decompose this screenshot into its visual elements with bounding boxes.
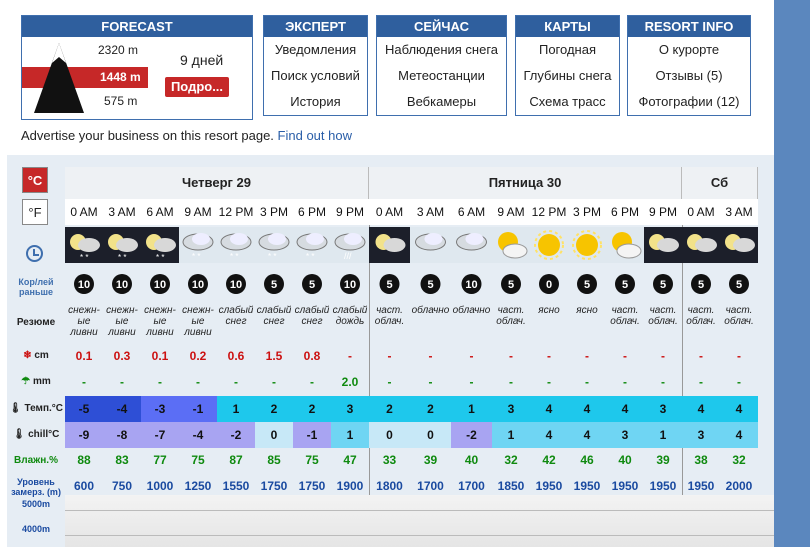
snow-cloud-icon bbox=[217, 227, 255, 263]
freezing-cell: 2000 bbox=[725, 479, 753, 493]
nav-box bbox=[376, 15, 507, 116]
freezing-cell: 1950 bbox=[611, 479, 639, 493]
freezing-cell: 1750 bbox=[260, 479, 288, 493]
temp-cell: 4 bbox=[720, 396, 758, 422]
nav-box bbox=[627, 15, 751, 116]
time-cell: 3 AM bbox=[725, 205, 753, 219]
summary-cell: ясно bbox=[538, 305, 560, 316]
humidity-cell: 39 bbox=[423, 453, 438, 467]
svg-text:10: 10 bbox=[77, 279, 91, 291]
freezing-cell: 1950 bbox=[535, 479, 563, 493]
elevation-chart bbox=[65, 495, 774, 547]
snow-cloud-icon bbox=[255, 227, 293, 263]
temp-cell: 4 bbox=[568, 396, 606, 422]
svg-text:10: 10 bbox=[153, 279, 167, 291]
time-cell: 9 PM bbox=[335, 205, 364, 219]
summary-cell: част. облач. bbox=[610, 305, 640, 327]
right-sidebar-bar bbox=[774, 0, 810, 547]
svg-text:5: 5 bbox=[583, 279, 591, 291]
freezing-cell: 1950 bbox=[573, 479, 601, 493]
time-cell: 3 PM bbox=[259, 205, 288, 219]
snow-cell: - bbox=[699, 349, 703, 363]
night-snow-icon bbox=[103, 227, 141, 263]
celsius-toggle[interactable]: °C bbox=[22, 167, 48, 193]
nav-menu-item[interactable]: Наблюдения снега bbox=[384, 42, 499, 57]
summary-cell: част. облач. bbox=[374, 305, 405, 327]
nav-menu-item[interactable]: Фотографии (12) bbox=[638, 94, 740, 109]
cloud-icon bbox=[410, 227, 451, 263]
chill-cell: 4 bbox=[568, 422, 606, 448]
chill-cell: 3 bbox=[682, 422, 720, 448]
wind-direction-icon bbox=[644, 267, 682, 301]
advert bbox=[21, 128, 352, 143]
humidity-cell: 40 bbox=[618, 453, 632, 467]
temp-cell: 4 bbox=[606, 396, 644, 422]
snow-cell: - bbox=[585, 349, 589, 363]
details-button[interactable]: Подро... bbox=[165, 77, 229, 97]
nav-menu-item[interactable]: История bbox=[290, 94, 341, 109]
clock-icon[interactable] bbox=[26, 245, 43, 262]
temp-cell: -1 bbox=[179, 396, 217, 422]
snow-cloud-icon bbox=[293, 227, 331, 263]
wind-direction-icon bbox=[103, 267, 141, 301]
nav-box bbox=[515, 15, 620, 116]
freezing-cell: 1700 bbox=[458, 479, 485, 493]
svg-text:5: 5 bbox=[697, 279, 705, 291]
humidity-cell: 39 bbox=[656, 453, 670, 467]
nav-menu-item[interactable]: Глубины снега bbox=[523, 68, 612, 83]
time-cell: 12 PM bbox=[218, 205, 254, 219]
temp-cell: -5 bbox=[65, 396, 103, 422]
svg-text:* *: * * bbox=[230, 252, 239, 261]
rain-cell: - bbox=[120, 375, 124, 389]
chill-cell: 1 bbox=[492, 422, 530, 448]
chill-cell: 3 bbox=[606, 422, 644, 448]
freezing-cell: 1950 bbox=[687, 479, 715, 493]
summary-cell: снежн-ые ливни bbox=[182, 305, 214, 338]
summary-cell: снежн-ые ливни bbox=[68, 305, 100, 338]
snow-cell: - bbox=[387, 349, 392, 363]
time-cell: 9 AM bbox=[184, 205, 212, 219]
temp-cell: 1 bbox=[451, 396, 492, 422]
summary-cell: част. облач. bbox=[496, 305, 526, 327]
night-cloud-icon bbox=[644, 227, 682, 263]
freezing-cell: 750 bbox=[111, 479, 133, 493]
humidity-cell: 32 bbox=[732, 453, 746, 467]
rain-cell: - bbox=[272, 375, 276, 389]
rain-cloud-icon bbox=[331, 227, 369, 263]
night-snow-icon bbox=[141, 227, 179, 263]
summary-cell: облачно bbox=[452, 305, 491, 316]
svg-text:5: 5 bbox=[735, 279, 743, 291]
rain-cell: - bbox=[428, 375, 433, 389]
humidity-cell: 88 bbox=[77, 453, 91, 467]
wind-direction-icon bbox=[179, 267, 217, 301]
gridline bbox=[65, 510, 774, 511]
chill-label: 🌡 chill°C bbox=[12, 429, 60, 440]
mountain-icon bbox=[32, 41, 86, 115]
rain-cell: - bbox=[234, 375, 238, 389]
nav-menu-item[interactable]: Уведомления bbox=[274, 42, 357, 57]
temp-cell: -3 bbox=[141, 396, 179, 422]
rain-cell: - bbox=[699, 375, 703, 389]
freezing-cell: 600 bbox=[73, 479, 95, 493]
snow-cell: - bbox=[469, 349, 474, 363]
time-cell: 0 AM bbox=[70, 205, 98, 219]
snow-label: ❄ cm bbox=[23, 350, 49, 361]
snow-cell: - bbox=[547, 349, 551, 363]
time-cell: 6 PM bbox=[610, 205, 639, 219]
svg-text:* *: * * bbox=[80, 253, 89, 262]
time-cell: 6 AM bbox=[457, 205, 486, 219]
time-cell: 3 PM bbox=[572, 205, 601, 219]
chill-cell: 4 bbox=[530, 422, 568, 448]
freezing-cell: 1750 bbox=[298, 479, 326, 493]
svg-text:* *: * * bbox=[268, 252, 277, 261]
night-cloud-icon bbox=[682, 227, 720, 263]
chill-cell: -8 bbox=[103, 422, 141, 448]
summary-cell: снежн-ые ливни bbox=[144, 305, 176, 338]
freezing-cell: 1800 bbox=[376, 479, 403, 493]
bottom-elevation[interactable]: 575 m bbox=[104, 94, 138, 108]
humidity-cell: 32 bbox=[504, 453, 518, 467]
temp-cell: 2 bbox=[255, 396, 293, 422]
rain-cell: - bbox=[547, 375, 551, 389]
time-cell: 3 AM bbox=[108, 205, 136, 219]
wind-direction-icon bbox=[293, 267, 331, 301]
chill-cell: -7 bbox=[141, 422, 179, 448]
nav-box-title[interactable]: СЕЙЧАС bbox=[377, 16, 506, 37]
freezing-cell: 1000 bbox=[146, 479, 174, 493]
time-cell: 0 AM bbox=[687, 205, 715, 219]
forecast-table bbox=[7, 155, 774, 547]
svg-text:* *: * * bbox=[156, 253, 165, 262]
freezing-cell: 1900 bbox=[336, 479, 364, 493]
snow-cell: 0.2 bbox=[189, 349, 207, 363]
day-header: Сб bbox=[682, 167, 758, 199]
humidity-cell: 87 bbox=[229, 453, 243, 467]
summary-cell: част. облач. bbox=[648, 305, 678, 327]
gridline bbox=[65, 535, 774, 536]
wind-direction-icon bbox=[65, 267, 103, 301]
freezing-cell: 1550 bbox=[222, 479, 250, 493]
svg-text:///: /// bbox=[344, 251, 352, 261]
humidity-cell: 40 bbox=[464, 453, 479, 467]
summary-cell: част. облач. bbox=[686, 305, 716, 327]
alt-4000-label: 4000m bbox=[21, 524, 51, 534]
summary-label: Резюме bbox=[16, 317, 56, 328]
rain-cell: - bbox=[585, 375, 589, 389]
time-cell: 9 PM bbox=[648, 205, 677, 219]
rain-cell: - bbox=[509, 375, 513, 389]
forecast-box bbox=[21, 15, 253, 120]
mid-elevation: 1448 m bbox=[100, 70, 141, 84]
wind-direction-icon bbox=[369, 267, 410, 301]
temp-cell: 1 bbox=[217, 396, 255, 422]
temp-cell: -4 bbox=[103, 396, 141, 422]
wind-direction-icon bbox=[141, 267, 179, 301]
wind-direction-icon bbox=[451, 267, 492, 301]
wind-direction-icon bbox=[682, 267, 720, 301]
svg-text:10: 10 bbox=[191, 279, 205, 291]
nav-menu-item[interactable]: Погодная bbox=[538, 42, 596, 57]
svg-text:10: 10 bbox=[343, 279, 357, 291]
humidity-cell: 75 bbox=[305, 453, 319, 467]
advert-link[interactable]: Find out how bbox=[277, 128, 352, 143]
chill-cell: -9 bbox=[65, 422, 103, 448]
freezing-cell: 1950 bbox=[649, 479, 677, 493]
freezing-cell: 1250 bbox=[184, 479, 212, 493]
rain-cell: - bbox=[737, 375, 741, 389]
svg-text:5: 5 bbox=[621, 279, 629, 291]
summary-cell: ясно bbox=[576, 305, 598, 316]
chill-cell: 0 bbox=[255, 422, 293, 448]
svg-text:10: 10 bbox=[465, 279, 478, 291]
advert-text: Advertise your business on this resort page. bbox=[21, 128, 274, 143]
temp-cell: 2 bbox=[369, 396, 410, 422]
snow-cell: - bbox=[509, 349, 513, 363]
nav-box bbox=[263, 15, 368, 116]
day-header: Четверг 29 bbox=[65, 167, 369, 199]
chill-cell: -2 bbox=[217, 422, 255, 448]
snow-cell: 0.3 bbox=[113, 349, 131, 363]
night-cloud-icon bbox=[720, 227, 758, 263]
chill-cell: 0 bbox=[369, 422, 410, 448]
rain-cell: - bbox=[82, 375, 86, 389]
wind-direction-icon bbox=[720, 267, 758, 301]
nav-menu-item[interactable]: Вебкамеры bbox=[406, 94, 477, 109]
wind-direction-icon bbox=[217, 267, 255, 301]
time-cell: 6 PM bbox=[297, 205, 326, 219]
svg-text:5: 5 bbox=[507, 279, 515, 291]
chill-cell: -1 bbox=[293, 422, 331, 448]
nav-box-title[interactable]: ЭКСПЕРТ bbox=[264, 16, 367, 37]
temp-cell: 2 bbox=[410, 396, 451, 422]
humidity-cell: 83 bbox=[115, 453, 129, 467]
nav-box-title[interactable]: КАРТЫ bbox=[516, 16, 619, 37]
rain-cell: - bbox=[158, 375, 162, 389]
sun-cloud-icon bbox=[492, 227, 530, 263]
earlier-link[interactable]: Кор/лей раньше bbox=[18, 277, 54, 297]
humidity-cell: 77 bbox=[153, 453, 167, 467]
sun-icon bbox=[530, 227, 568, 263]
svg-text:* *: * * bbox=[192, 252, 201, 261]
humidity-cell: 85 bbox=[267, 453, 281, 467]
humidity-cell: 42 bbox=[542, 453, 556, 467]
svg-text:5: 5 bbox=[270, 279, 278, 291]
humidity-cell: 75 bbox=[191, 453, 205, 467]
snow-cell: 0.1 bbox=[75, 349, 93, 363]
night-snow-icon bbox=[65, 227, 103, 263]
wind-direction-icon bbox=[568, 267, 606, 301]
wind-direction-icon bbox=[492, 267, 530, 301]
summary-cell: слабый дождь bbox=[332, 305, 368, 327]
chill-cell: -2 bbox=[451, 422, 492, 448]
chill-cell: 1 bbox=[331, 422, 369, 448]
humidity-cell: 47 bbox=[343, 453, 357, 467]
svg-text:5: 5 bbox=[659, 279, 667, 291]
rain-cell: - bbox=[661, 375, 665, 389]
svg-text:10: 10 bbox=[229, 279, 243, 291]
time-cell: 6 AM bbox=[146, 205, 174, 219]
wind-direction-icon bbox=[530, 267, 568, 301]
summary-cell: слабый снег bbox=[256, 305, 292, 327]
summary-cell: облачно bbox=[411, 305, 450, 316]
forecast-title[interactable]: FORECAST bbox=[22, 16, 252, 37]
snow-cell: 1.5 bbox=[265, 349, 283, 363]
snow-cell: 0.1 bbox=[151, 349, 169, 363]
svg-text:5: 5 bbox=[308, 279, 316, 291]
sun-cloud-icon bbox=[606, 227, 644, 263]
freezing-cell: 1850 bbox=[497, 479, 525, 493]
humidity-cell: 33 bbox=[382, 453, 397, 467]
temp-cell: 3 bbox=[331, 396, 369, 422]
nav-menu-item[interactable]: Схема трасс bbox=[529, 94, 606, 109]
rain-cell: - bbox=[310, 375, 314, 389]
wind-direction-icon bbox=[331, 267, 369, 301]
rain-cell: - bbox=[469, 375, 474, 389]
humidity-cell: 46 bbox=[580, 453, 594, 467]
cloud-icon bbox=[451, 227, 492, 263]
temp-cell: 3 bbox=[492, 396, 530, 422]
day-header: Пятница 30 bbox=[369, 167, 682, 199]
nav-menu-item[interactable]: О курорте bbox=[658, 42, 720, 57]
night-cloud-icon bbox=[369, 227, 410, 263]
snow-cell: - bbox=[623, 349, 627, 363]
humidity-cell: 38 bbox=[694, 453, 708, 467]
chill-cell: -4 bbox=[179, 422, 217, 448]
snow-cell: - bbox=[737, 349, 741, 363]
fahrenheit-toggle[interactable]: °F bbox=[22, 199, 48, 225]
summary-cell: слабый снег bbox=[218, 305, 254, 327]
snow-cloud-icon bbox=[179, 227, 217, 263]
wind-direction-icon bbox=[410, 267, 451, 301]
snow-cell: - bbox=[661, 349, 665, 363]
chill-cell: 1 bbox=[644, 422, 682, 448]
freezing-label: Уровень замерз. (m) bbox=[11, 477, 61, 497]
nav-menu-item[interactable]: Поиск условий bbox=[271, 68, 360, 83]
nav-menu-item[interactable]: Метеостанции bbox=[398, 68, 485, 83]
summary-cell: слабый снег bbox=[294, 305, 330, 327]
days-label: 9 дней bbox=[180, 52, 224, 68]
wind-direction-icon bbox=[606, 267, 644, 301]
svg-text:* *: * * bbox=[306, 252, 315, 261]
wind-direction-icon bbox=[255, 267, 293, 301]
freezing-cell: 1700 bbox=[417, 479, 444, 493]
nav-menu-item[interactable]: Отзывы (5) bbox=[655, 68, 723, 83]
snow-cell: - bbox=[348, 349, 352, 363]
alt-5000-label: 5000m bbox=[21, 499, 51, 509]
rain-cell: - bbox=[623, 375, 627, 389]
temp-cell: 3 bbox=[644, 396, 682, 422]
summary-cell: част. облач. bbox=[724, 305, 754, 327]
svg-text:5: 5 bbox=[386, 279, 393, 291]
temp-cell: 4 bbox=[530, 396, 568, 422]
top-elevation[interactable]: 2320 m bbox=[98, 43, 139, 57]
humidity-label: Влажн.% bbox=[14, 455, 58, 466]
temp-cell: 4 bbox=[682, 396, 720, 422]
snow-cell: 0.6 bbox=[227, 349, 245, 363]
chill-cell: 0 bbox=[410, 422, 451, 448]
rain-cell: 2.0 bbox=[341, 375, 359, 389]
time-cell: 3 AM bbox=[416, 205, 445, 219]
svg-text:0: 0 bbox=[545, 279, 553, 291]
svg-text:10: 10 bbox=[115, 279, 129, 291]
svg-text:5: 5 bbox=[427, 279, 434, 291]
chill-cell: 4 bbox=[720, 422, 758, 448]
svg-text:* *: * * bbox=[118, 253, 127, 262]
snow-cell: 0.8 bbox=[303, 349, 321, 363]
time-cell: 12 PM bbox=[531, 205, 567, 219]
time-cell: 9 AM bbox=[497, 205, 525, 219]
rain-cell: - bbox=[196, 375, 200, 389]
temp-label: 🌡 Темп.°C bbox=[9, 403, 63, 414]
rain-label: ☂ mm bbox=[21, 376, 51, 387]
rain-cell: - bbox=[387, 375, 392, 389]
time-cell: 0 AM bbox=[375, 205, 404, 219]
snow-cell: - bbox=[428, 349, 433, 363]
sun-icon bbox=[568, 227, 606, 263]
temp-cell: 2 bbox=[293, 396, 331, 422]
nav-box-title[interactable]: RESORT INFO bbox=[628, 16, 750, 37]
summary-cell: снежн-ые ливни bbox=[106, 305, 138, 338]
